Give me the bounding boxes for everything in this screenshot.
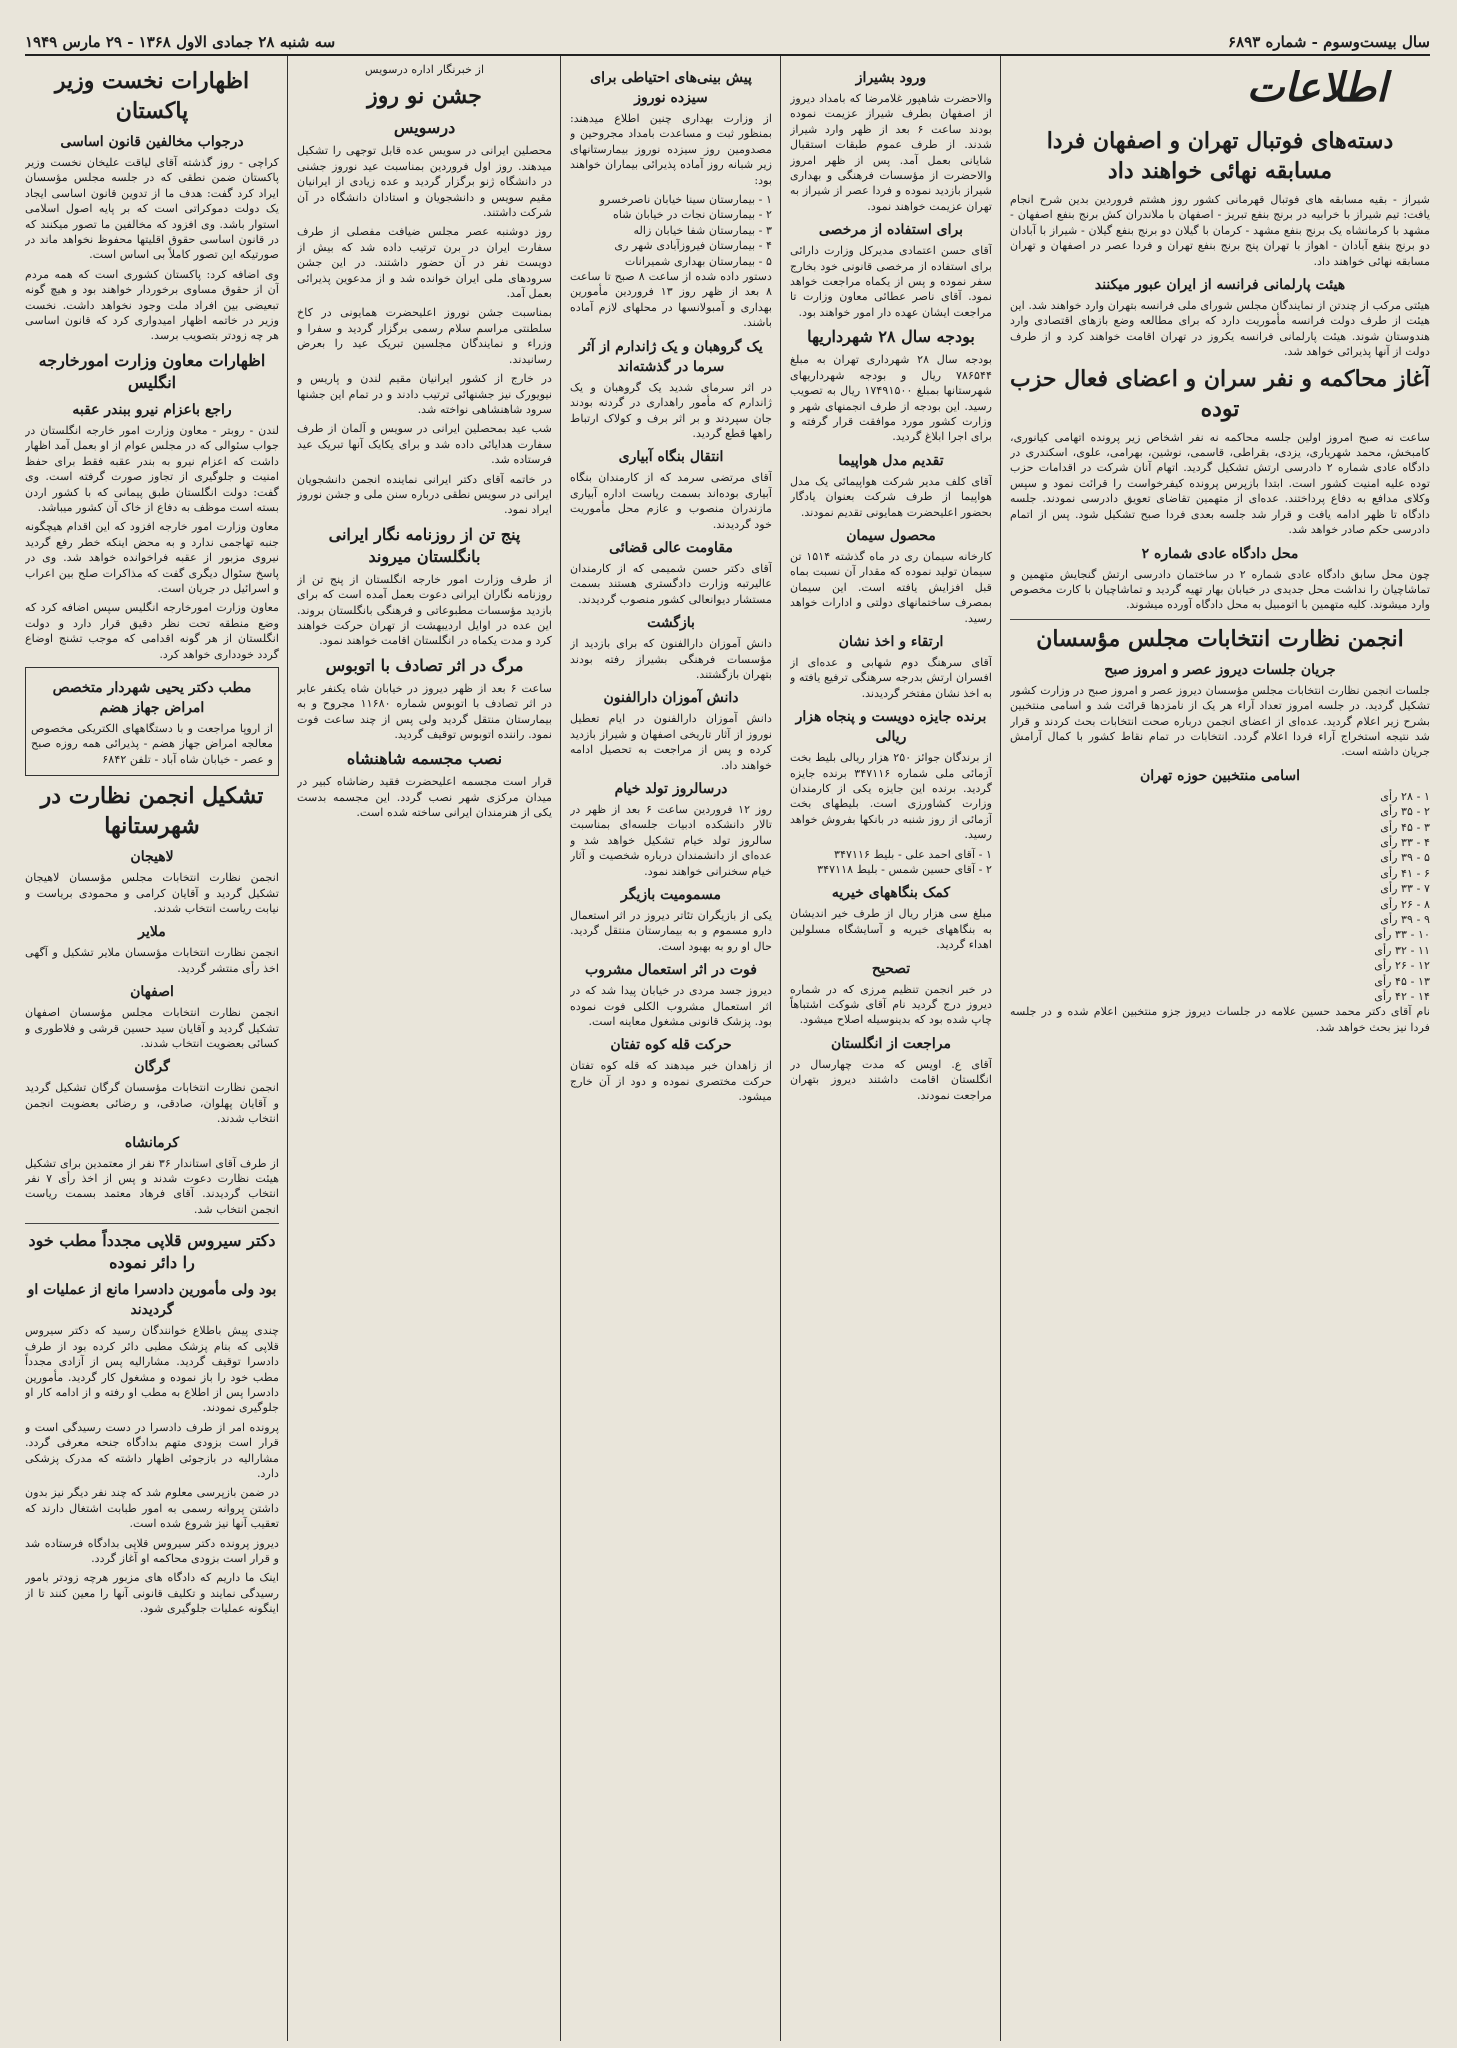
assembly-subheadline: جریان جلسات دیروز عصر و امروز صبح bbox=[1104, 661, 1336, 678]
cement-body: کارخانه سیمان ری در ماه گذشته ۱۵۱۴ تن سیمان تولید نموده که مقدار آن نسبت بماه قبل افزایش یافته است. این سیمان بمصرف ساختمانهای دولتی و ادارات خواهد رسید. bbox=[790, 549, 992, 625]
uk-body: معاون وزارت امور خارجه افزود که این اقدام هیچگونه جنبه تهاجمی ندارد و به محض اینکه خطر رفع گردید نیروی مزبور از عقبه فراخوانده خواهد شد. وی در پاسخ سئوال دیگری گفت که مذاکرات صلح بین اعراب و اسرائیل در جریان است. bbox=[25, 520, 279, 595]
poison-body: یکی از بازیگران تئاتر دیروز در اثر استعمال دارو مسموم و به بیمارستان منتقل گردید. حال او رو به بهبود است. bbox=[570, 909, 772, 953]
city-heading: کرمانشاه bbox=[124, 1134, 180, 1151]
list-item: ۲ - بیمارستان نجات در خیابان شاه bbox=[612, 208, 772, 222]
issue-number: سال بیست‌وسوم - شماره ۶۸۹۳ bbox=[1228, 33, 1430, 51]
award-body: از برندگان جوائز ۲۵۰ هزار ریالی بلیط بخت آزمائی ملی شماره ۳۴۷۱۱۶ برنده جایزه گردید. برنده این جایزه یکی از کارمندان وزارت کشاورزی است. بلیطهای بخت آزمائی از روز شنبه در بانکها بفروش خواهد رسید. bbox=[790, 751, 992, 842]
city-heading: اصفهان bbox=[130, 984, 174, 1001]
return-headline: بازگشت bbox=[647, 615, 695, 632]
judicial-headline: مقاومت عالی قضائی bbox=[609, 539, 733, 556]
ad-headline: مطب دکتر یحیی شهردار متخصص امراض جهاز هضم bbox=[52, 679, 252, 716]
column-rule bbox=[1000, 56, 1001, 2041]
irrigation-headline: انتقال بنگاه آبیاری bbox=[618, 449, 724, 466]
khayam-headline: درسالروز تولد خیام bbox=[614, 781, 728, 797]
city-body: انجمن نظارت انتخابات مؤسسان ملایر تشکیل و آگهی اخذ رأی منتشر گردید. bbox=[25, 946, 279, 975]
court-headline: محل دادگاه عادی شماره ۲ bbox=[1141, 545, 1299, 562]
students-headline: دانش آموزان دارالفنون bbox=[603, 690, 739, 707]
city-body: انجمن نظارت انتخابات مجلس مؤسسان اصفهان تشکیل گردید و آقایان سید حسین قرشی و فلاطوری و کسائی بعضویت انتخاب شدند. bbox=[25, 1006, 279, 1051]
feast-body: بمناسبت جشن نوروز اعلیحضرت همایونی در کاخ سلطنتی مراسم سلام رسمی برگزار گردید و سفرا و وزراء و نمایندگان مجلسین تبریک عید را بعرض رسانیدند. bbox=[297, 306, 552, 366]
press-headline: پنج تن از روزنامه نگار ایرانی بانگلستان میروند bbox=[328, 524, 521, 566]
uk-body: لندن - روبتر - معاون وزارت امور خارجه انگلستان در جواب سئوالی که در مجلس عوام از او بعمل آمد اظهار داشت که اعزام نیرو به بندر عقبه فقط برای حفظ امنیت و جلوگیری از تجاوز صورت گرفته است. وی گفت: دولت انگلستان طبق پیمانی که با کشور اردن بسته است موظف به دفاع از خاک آن کشور میباشد. bbox=[25, 423, 279, 514]
doctor-headline: دکتر سیروس قلاپی مجدداً مطب خود را دائر نموده bbox=[28, 1231, 276, 1273]
list-item: ۱۰ - ۳۳ رأی bbox=[1374, 928, 1430, 942]
england-body: آقای ع. اویس که مدت چهارسال در انگلستان اقامت داشتند دیروز بتهران مراجعت نمودند. bbox=[790, 1057, 992, 1102]
football-headline: دسته‌های فوتبال تهران و اصفهان فردا مسابقه نهائی خواهند داد bbox=[1046, 128, 1394, 184]
shiraz-body: والاحضرت شاهپور غلامرضا که بامداد دیروز از اصفهان بطرف شیراز عزیمت نموده بودند ساعت ۶ بعد از ظهر وارد شیراز شدند. از طرف عموم طبقات استقبال شایانی بعمل آمد. پس از ظهر امروز والاحضرت از مؤسسات فرهنگی و بهداری شیراز بازدید نموده و فردا عصر از شیراز به تهران عزیمت خواهند نمود. bbox=[790, 92, 992, 213]
khayam-body: روز ۱۲ فروردین ساعت ۶ بعد از ظهر در تالار دانشکده ادبیات جلسه‌ای بمناسبت سالروز تولد خیام تشکیل خواهد شد و عده‌ای از دانشمندان درباره شخصیت و آثار خیام سخنرانی خواهند نمود. bbox=[570, 803, 772, 878]
cement-headline: محصول سیمان bbox=[846, 527, 936, 544]
feast-body: در خارج از کشور ایرانیان مقیم لندن و پاریس و نیویورک نیز جشنهائی ترتیب دادند و در تمام این جشنها سرود شاهنشاهی نواخته شد. bbox=[297, 372, 552, 416]
statue-headline: نصب مجسمه شاهنشاه bbox=[346, 749, 503, 769]
list-item: ۱ - آقای احمد علی - بلیط ۳۴۷۱۱۶ bbox=[833, 847, 992, 861]
poison-headline: مسمومیت بازیگر bbox=[621, 887, 721, 904]
list-item: ۱ - ۲۸ رأی bbox=[1380, 789, 1430, 803]
pakistan-subheadline: درجواب مخالفین قانون اساسی bbox=[60, 134, 244, 150]
list-item: ۱۳ - ۴۵ رأی bbox=[1374, 974, 1430, 988]
column-rule bbox=[780, 56, 781, 2041]
return-body: دانش آموزان دارالفنون که برای بازدید از مؤسسات فرهنگی بشیراز رفته بودند بتهران بازگشتند. bbox=[570, 637, 772, 681]
list-item: ۸ - ۲۶ رأی bbox=[1380, 897, 1430, 911]
correction-headline: تصحیح bbox=[871, 960, 911, 977]
supervision-headline: تشکیل انجمن نظارت در شهرستانها bbox=[40, 783, 264, 840]
column-4 bbox=[297, 62, 552, 2040]
cold-headline: یک گروهبان و یک ژاندارم از آثر سرما در گذشته‌اند bbox=[579, 338, 763, 375]
feast-body: در خاتمه آقای دکتر ایرانی نماینده انجمن دانشجویان ایرانی در سویس نطقی درباره سنن ملی و جشن نوروز ایراد نمود. bbox=[297, 472, 552, 517]
charity-headline: کمک بنگاههای خیریه bbox=[831, 885, 951, 902]
drink-headline: فوت در اثر استعمال مشروب bbox=[585, 962, 757, 979]
mountain-body: از زاهدان خبر میدهند که قله کوه تفتان حرکت مختصری نموده و دود از آن خارج میشود. bbox=[570, 1059, 772, 1104]
medal-body: آقای کلف مدیر شرکت هواپیمائی یک مدل هواپیما از طرف شرکت بعنوان یادگار بحضور اعلیحضرت همایونی تقدیم نمودند. bbox=[790, 474, 992, 519]
promote-headline: ارتقاء و اخذ نشان bbox=[838, 633, 944, 650]
masthead-logo: اطلاعات bbox=[1246, 64, 1388, 111]
column-1 bbox=[1010, 122, 1430, 2040]
pakistan-headline: اظهارات نخست وزیر پاکستان bbox=[54, 68, 250, 124]
list-item: ۴ - ۳۳ رأی bbox=[1380, 835, 1430, 849]
award-headline: برنده جایزه دویست و پنجاه هزار ریالی bbox=[795, 709, 987, 746]
column-rule bbox=[560, 56, 561, 2041]
city-body: انجمن نظارت انتخابات مؤسسان گرگان تشکیل گردید و آقایان پهلوان، صادقی، و رضائی بعضویت انجمن انتخاب شدند. bbox=[25, 1081, 279, 1126]
statue-body: قرار است مجسمه اعلیحضرت فقید رضاشاه کبیر در میدان مرکزی شهر نصب گردد. این مجسمه بدست یکی از هنرمندان ایرانی ساخته شده است. bbox=[297, 775, 552, 820]
tudeh-headline: آغاز محاکمه و نفر سران و اعضای فعال حزب توده bbox=[1010, 365, 1430, 422]
city-heading: ملایر bbox=[138, 924, 166, 941]
england-headline: مراجعت از انگلستان bbox=[830, 1035, 952, 1052]
column-3 bbox=[570, 62, 772, 2040]
feast-body: روز دوشنبه عصر مجلس ضیافت مفصلی از طرف سفارت ایران در برن ترتیب داده شد که بیش از دویست نفر در آن حضور داشتند. در این جشن سرودهای ملی ایران خوانده شد و از مدعوین پذیرائی بعمل آمد. bbox=[297, 225, 552, 301]
feast-subheadline: درسویس bbox=[393, 118, 456, 138]
dateline: از خبرنگار اداره درسویس bbox=[364, 63, 485, 76]
uk-body: معاون وزارت امورخارجه انگلیس سپس اضافه کرد که وضع منطقه تحت نظر دقیق قرار دارد و دولت انگلستان از هر گونه اقدامی که موجب تشنج اوضاع گردد خودداری خواهد کرد. bbox=[25, 601, 279, 661]
list-item: ۲ - آقای حسین شمس - بلیط ۳۴۷۱۱۸ bbox=[817, 863, 992, 877]
doctor-body: چندی پیش باطلاع خوانندگان رسید که دکتر سیروس قلاپی که بنام پزشک مطبی دائر کرده بود از طرف دادسرا توقیف گردید. مشارالیه پس از آزادی مجدداً مطب خود را باز نموده و مشغول کار گردید. مأمورین دادسرا پس از اطلاع به مطب او رفته و از ادامه کار او جلوگیری نمودند. bbox=[25, 1324, 279, 1415]
mountain-headline: حرکت قله کوه تفتان bbox=[610, 1037, 732, 1054]
assembly-list bbox=[1010, 789, 1430, 1005]
shiraz-headline: ورود بشیراز bbox=[855, 70, 927, 86]
city-heading: گرگان bbox=[134, 1059, 170, 1076]
list-item: ۱ - بیمارستان سینا خیابان ناصرخسرو bbox=[599, 193, 772, 207]
feast-body: شب عید بمحصلین ایرانی در سویس و آلمان از طرف سفارت هدایائی داده شد و برای یکایک آنها تبریک عید فرستاده شد. bbox=[297, 422, 552, 467]
promote-body: آقای سرهنگ دوم شهابی و عده‌ای از افسران ارتش بدرجه سرهنگی ترفیع یافته و به اخذ نشان مفتخر گردیدند. bbox=[790, 655, 992, 700]
city-heading: لاهیجان bbox=[130, 849, 174, 866]
doctor-body: پرونده امر از طرف دادسرا در دست رسیدگی است و قرار است بزودی متهم بدادگاه جنحه معرفی گردد. مشارالیه در بازجوئی اظهار داشته که مدرک پزشکی دارد. bbox=[25, 1420, 279, 1480]
feast-headline: جشن نو روز bbox=[367, 83, 482, 110]
nowruz-end: دستور داده شده از ساعت ۸ صبح تا ساعت ۸ بعد از ظهر روز ۱۳ فروردین مأمورین بهداری و آمبولانسها در محلهای لازم آماده باشند. bbox=[570, 270, 772, 330]
list-item: ۱۱ - ۳۲ رأی bbox=[1374, 943, 1430, 957]
assembly-headline: انجمن نظارت انتخابات مجلس مؤسسان bbox=[1036, 625, 1404, 652]
doctor-body: دیروز پرونده دکتر سیروس قلاپی بدادگاه فرستاده شد و قرار است بزودی محاکمه او آغاز گردد. bbox=[25, 1536, 279, 1565]
list-item: ۱۲ - ۲۶ رأی bbox=[1374, 959, 1430, 973]
nowruz-body: از وزارت بهداری چنین اطلاع میدهند: بمنظور ثبت و مساعدت بامداد مجروحین و مصدومین روز سیزده نوروز بیمارستانهای زیر شبانه روز آماده پذیرائی بیماران خواهند بود: bbox=[570, 112, 772, 187]
court-body: چون محل سابق دادگاه عادی شماره ۲ در ساختمان دادرسی ارتش گنجایش متهمین و تماشاچیان را نداشت محل جدیدی در خیابان بهار تهیه گردید و تماشاچیان با کارت مخصوص وارد میشوند. کلیه متهمین با اتومبیل به محل دادگاه آورده میشوند. bbox=[1010, 567, 1430, 612]
list-item: ۳ - بیمارستان شفا خیابان زاله bbox=[633, 223, 772, 237]
tudeh-body: ساعت نه صبح امروز اولین جلسه محاکمه نه نفر اشخاص زیر پرونده اتهامی کیانوری، کامبخش، محمد شهریاری، یزدی، بقراطی، قاسمی، نوشین، بهرامی، علوی، اسکندری در دادگاه عادی شماره ۲ دادرسی ارتش تشکیل گردید. اتهام آنان شرکت در اقدامات حزب توده علیه امنیت کشور است. ابتدا بازپرس پرونده کیفرخواست را قرائت نمود و سپس وکلای مدافع به دفاع پرداختند. عده‌ای از متهمین تقاضای تعویق دادرسی نمودند. جلسه دادگاه تا ظهر ادامه یافت و قرار شد جلسه بعدی فردا صبح تشکیل شود. پس از اتمام دادرسی حکم صادر خواهد شد. bbox=[1010, 430, 1430, 537]
medal-headline: تقدیم مدل هواپیما bbox=[838, 452, 944, 469]
french-headline: هیئت پارلمانی فرانسه از ایران عبور میکنند bbox=[1094, 277, 1346, 294]
budget-headline: بودجه سال ۲۸ شهرداریها bbox=[807, 327, 975, 347]
divider bbox=[1010, 619, 1430, 620]
nowruz-headline: پیش بینی‌های احتیاطی برای سیزده نوروز bbox=[590, 70, 752, 106]
list-item: ۷ - ۳۳ رأی bbox=[1380, 882, 1430, 896]
pakistan-body: کراچی - روز گذشته آقای لیاقت علیخان نخست وزیر پاکستان ضمن نطقی که در جلسه مجلس مؤسسان ایراد کرد گفت: هدف ما از تدوین قانون اساسی ایجاد یک دولت دموکراتی است که بر پایه اصول اسلامی استوار باشد. وی افزود که مخالفین ما تصور میکنند که در قانون اساسی حقوق اقلیتها محفوظ نخواهد ماند در صورتیکه این تصور کاملاً بی اساس است. bbox=[25, 156, 279, 262]
judicial-body: آقای دکتر حسن شمیمی که از کارمندان عالیرتبه وزارت دادگستری هستند بسمت مستشار دیوانعالی کشور منصوب گردیدند. bbox=[570, 561, 772, 606]
list-item: ۱۴ - ۴۲ رأی bbox=[1374, 990, 1430, 1004]
feast-body: محصلین ایرانی در سویس عده قابل توجهی را تشکیل میدهند. روز اول فروردین بمناسبت عید نوروز جشنی در دانشگاه ژنو برگزار گردید و عده زیادی از ایرانیان مقیم سویس و دانشجویان و استادان دانشگاه در آن شرکت داشتند. bbox=[297, 144, 552, 220]
issue-date: سه شنبه ۲۸ جمادی الاول ۱۳۶۸ - ۲۹ مارس ۱۹۴۹ bbox=[25, 33, 336, 51]
column-5 bbox=[25, 62, 279, 2040]
column-rule bbox=[287, 56, 288, 2041]
list-item: ۵ - ۳۹ رأی bbox=[1380, 851, 1430, 865]
list-item: ۳ - ۴۵ رأی bbox=[1380, 820, 1430, 834]
medical-body: آقای حسن اعتمادی مدیرکل وزارت دارائی برای استفاده از مرخصی قانونی خود بخارج سفر نموده و پس از یکماه مراجعت خواهد نمود. آقای ناصر عطائی معاون وزارت تا مراجعت ایشان عهده دار امور خواهند بود. bbox=[790, 244, 992, 319]
charity-body: مبلغ سی هزار ریال از طرف خیر اندیشان به بنگاههای خیریه و آسایشگاه مسلولین اهداء گردید. bbox=[790, 907, 992, 952]
header-line bbox=[25, 30, 1430, 56]
column-2 bbox=[790, 62, 992, 2040]
ad-body: از اروپا مراجعت و با دستگاههای الکتریکی مخصوص معالجه امراض جهاز هضم - پذیرائی همه روزه صبح و عصر - خیابان شاه آباد - تلفن ۶۸۴۲ bbox=[31, 721, 273, 766]
football-body: شیراز - بقیه مسابقه های فوتبال قهرمانی کشور روز هشتم فروردین بدین شرح انجام یافت: تیم شیراز با خرابیه در برنج بنفع تبریز - اصفهان با ملاندران کش برنج بنفع اصفهان - مشهد با کرمانشاه یک برنج بنفع مشهد - کرمان با گیلان دو برنج بنفع گیلان - شیراز با آبادان دو برنج بنفع آبادان - اهواز با تهران پنج برنج بنفع تهران و فردا عصر در اصفهان و تهران مسابقه نهائی خواهند داد. bbox=[1010, 193, 1430, 268]
french-body: هیئتی مرکب از چندتن از نمایندگان مجلس شورای ملی فرانسه بتهران وارد خواهند شد. این هیئت از طرف دولت فرانسه مأموریت دارد که برای مطالعه وضع بازهای اقتصادی وارد هندوستان شوند. هیئت پارلمانی فرانسه یکروز در تهران اقامت خواهند کرد و از طرف دولت از آنها پذیرائی خواهد شد. bbox=[1010, 299, 1430, 359]
assembly-body: جلسات انجمن نظارت انتخابات مجلس مؤسسان دیروز عصر و امروز صبح در وزارت کشور تشکیل گردید. در جلسه امروز تعداد آراء هر یک از نامزدها قرائت شد و اسامی منتخبین بشرح زیر اعلام گردید. عده‌ای از اعضای انجمن درباره صحت انتخابات بحث کردند و قرار شد نتیجه استخراج آراء فردا اعلام گردد. انتخابات در تمام نقاط کشور با کمال آرامش جریان داشته است. bbox=[1010, 683, 1430, 759]
divider bbox=[25, 1223, 279, 1224]
city-body: از طرف آقای استاندار ۳۶ نفر از معتمدین برای تشکیل هیئت نظارت دعوت شدند و پس از اخذ رأی ۷ نفر انتخاب گردیدند. آقای فرهاد معتمد بسمت ریاست انجمن انتخاب شد. bbox=[25, 1156, 279, 1216]
list-item: ۶ - ۴۱ رأی bbox=[1380, 866, 1430, 880]
budget-body: بودجه سال ۲۸ شهرداری تهران به مبلغ ۷۸۶۵۴۴ ریال و بودجه شهرداریهای شهرستانها بمبلغ ۱۷۴۹۱۵۰۰ ریال به تصویب رسید. این بودجه از طرف انجمنهای شهر و وزارت کشور مورد موافقت قرار گرفته و برای اجرا ابلاغ گردید. bbox=[790, 353, 992, 444]
uk-subheadline: راجع باعزام نیرو ببندر عقبه bbox=[72, 401, 232, 418]
irrigation-body: آقای مرتضی سرمد که از کارمندان بنگاه آبیاری بوده‌اند بسمت ریاست اداره آبیاری مازندران منصوب و عازم محل مأموریت خود گردیدند. bbox=[570, 471, 772, 531]
press-body: از طرف وزارت امور خارجه انگلستان از پنج تن از روزنامه نگاران ایرانی دعوت بعمل آمده است که برای بازدید مؤسسات مطبوعاتی و فرهنگی بانگلستان بروند. این عده در اوایل اردیبهشت از تهران حرکت خواهند کرد و مدت یکماه در انگلستان اقامت خواهند نمود. bbox=[297, 572, 552, 648]
list-item: ۹ - ۳۹ رأی bbox=[1380, 913, 1430, 926]
death-headline: مرگ در اثر تصادف با اتوبوس bbox=[325, 655, 524, 675]
cold-body: در اثر سرمای شدید یک گروهبان و یک ژاندارم که مأمور راهداری در گردنه بودند جان سپردند و بر اثر برف و کولاک ارتباط راهها قطع گردید. bbox=[570, 380, 772, 440]
doctor-subheadline: بود ولی مأمورین دادسرا مانع از عملیات او گردیدند bbox=[27, 1282, 277, 1319]
list-item: ۴ - بیمارستان فیروزآبادی شهر ری bbox=[614, 239, 772, 253]
medical-headline: برای استفاده از مرخصی bbox=[818, 222, 964, 239]
doctor-advertisement bbox=[25, 667, 279, 776]
uk-headline: اظهارات معاون وزارت امورخارجه انگلیس bbox=[38, 350, 266, 392]
death-body: ساعت ۶ بعد از ظهر دیروز در خیابان شاه یکنفر عابر در اثر تصادف با اتوبوس شماره ۱۱۶۸۰ مجروح و به بیمارستان منتقل گردید ولی پس از چند ساعت فوت نمود. راننده اتوبوس توقیف گردید. bbox=[297, 681, 552, 741]
assembly-end: نام آقای دکتر محمد حسین علامه در جلسات دیروز جزو منتخبین اعلام شده و در جلسه فردا نیز بحث خواهد شد. bbox=[1010, 1005, 1430, 1034]
doctor-body: در ضمن بازپرسی معلوم شد که چند نفر دیگر نیز بدون داشتن پروانه رسمی به امور طبابت اشتغال دارند که تعقیب آنها نیز شروع شده است. bbox=[25, 1486, 279, 1531]
doctor-body: اینک ما داریم که دادگاه های مزبور هرچه زودتر بامور رسیدگی نمایند و تکلیف قانونی آنها را معین کنند تا از اینگونه عملیات جلوگیری شود. bbox=[25, 1571, 279, 1616]
drink-body: دیروز جسد مردی در خیابان پیدا شد که در اثر استعمال مشروب الکلی فوت نموده بود. پزشک قانونی مشغول معاینه است. bbox=[570, 984, 772, 1029]
students-body: دانش آموزان دارالفنون در ایام تعطیل نوروز از آثار تاریخی اصفهان و شیراز بازدید کرده و پس از مراجعت به تحصیل ادامه خواهند داد. bbox=[570, 712, 772, 772]
city-body: انجمن نظارت انتخابات مجلس مؤسسان لاهیجان تشکیل گردید و آقایان کرامی و محمودی بریاست و نیابت ریاست انتخاب شدند. bbox=[25, 871, 279, 915]
assembly-list-title: اسامی منتخبین حوزه تهران bbox=[1140, 767, 1300, 784]
list-item: ۲ - ۳۵ رأی bbox=[1380, 805, 1430, 819]
list-item: ۵ - بیمارستان بهداری شمیرانات bbox=[624, 254, 772, 268]
correction-body: در خبر انجمن تنظیم مرزی که در شماره دیروز درج گردید نام آقای شوکت اشتباهاً چاپ شده بود که بدینوسیله اصلاح میشود. bbox=[790, 982, 992, 1027]
pakistan-body: وی اضافه کرد: پاکستان کشوری است که همه مردم آن از حقوق مساوی برخوردار خواهند بود و هیچ گونه تبعیضی بین افراد ملت وجود نخواهد داشت. نخست وزیر در خاتمه اظهار امیدواری کرد که قانون اساسی هر چه زودتر بتصویب برسد. bbox=[25, 267, 279, 343]
